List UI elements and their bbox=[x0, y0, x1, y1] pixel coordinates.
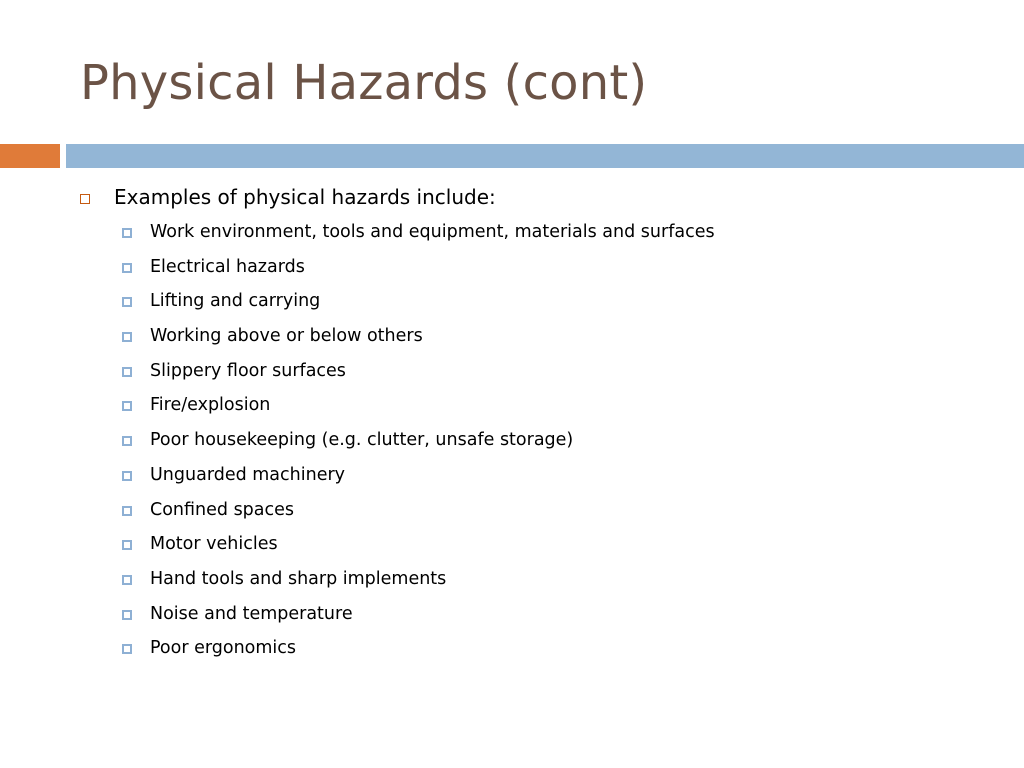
hollow-square-bullet-icon bbox=[80, 194, 90, 204]
accent-bar-blue bbox=[66, 144, 1024, 168]
list-item bbox=[80, 459, 980, 494]
list-item-text: Poor ergonomics bbox=[150, 638, 297, 659]
list-item-text: Poor housekeeping (e.g. clutter, unsafe storage) bbox=[150, 430, 574, 451]
list-item-text: Hand tools and sharp implements bbox=[150, 568, 447, 589]
list-item bbox=[80, 494, 980, 529]
list-item bbox=[80, 355, 980, 390]
square-bullet-icon bbox=[122, 228, 132, 238]
list-item bbox=[80, 632, 980, 667]
list-item bbox=[80, 216, 980, 251]
list-item-text: Fire/explosion bbox=[150, 395, 271, 416]
square-bullet-icon bbox=[122, 506, 132, 516]
square-bullet-icon bbox=[122, 332, 132, 342]
list-item-text: Work environment, tools and equipment, materials and surfaces bbox=[150, 222, 715, 242]
accent-bar-orange bbox=[0, 144, 60, 168]
list-item bbox=[80, 528, 980, 563]
list-item bbox=[80, 563, 980, 598]
list-item-text: Noise and temperature bbox=[150, 603, 353, 624]
square-bullet-icon bbox=[122, 297, 132, 307]
list-item bbox=[80, 251, 980, 286]
list-item-text: Electrical hazards bbox=[150, 256, 305, 277]
square-bullet-icon bbox=[122, 401, 132, 411]
square-bullet-icon bbox=[122, 575, 132, 585]
list-item bbox=[80, 285, 980, 320]
hazard-list bbox=[80, 216, 980, 667]
list-item-text: Unguarded machinery bbox=[150, 464, 346, 485]
square-bullet-icon bbox=[122, 263, 132, 273]
square-bullet-icon bbox=[122, 367, 132, 377]
list-item-text: Slippery floor surfaces bbox=[150, 360, 346, 381]
slide-content bbox=[80, 182, 980, 667]
square-bullet-icon bbox=[122, 436, 132, 446]
list-item-text: Working above or below others bbox=[150, 326, 423, 347]
list-item bbox=[80, 320, 980, 355]
list-item bbox=[80, 598, 980, 633]
square-bullet-icon bbox=[122, 644, 132, 654]
main-point-text: Examples of physical hazards include: bbox=[114, 185, 496, 209]
list-item-text: Lifting and carrying bbox=[150, 291, 321, 312]
square-bullet-icon bbox=[122, 540, 132, 550]
bullet-level1 bbox=[80, 182, 980, 216]
slide-title: Physical Hazards (cont) bbox=[80, 55, 648, 111]
square-bullet-icon bbox=[122, 610, 132, 620]
list-item-text: Confined spaces bbox=[150, 499, 295, 520]
list-item bbox=[80, 424, 980, 459]
square-bullet-icon bbox=[122, 471, 132, 481]
list-item bbox=[80, 389, 980, 424]
list-item-text: Motor vehicles bbox=[150, 534, 278, 555]
